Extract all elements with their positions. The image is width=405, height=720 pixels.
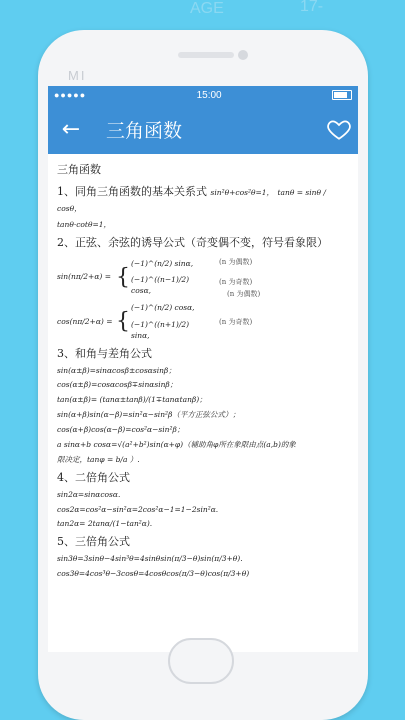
formula: sin3θ=3sinθ−4sin³θ=4sinθsin(π/3−θ)sin(π/3+θ).: [57, 554, 243, 564]
section-title: 2、正弦、余弦的诱导公式（奇变偶不变，符号看象限）: [57, 235, 328, 249]
formula: cos3θ=4cos³θ−3cosθ=4cosθcos(π/3−θ)cos(π/3+θ): [57, 569, 250, 579]
formula-note: (n 为偶数): [219, 257, 253, 266]
background-decoration: 17-: [300, 0, 324, 15]
home-button[interactable]: [168, 638, 234, 684]
app-bar: [48, 104, 358, 154]
formula: tan2α= 2tanα/(1−tan²α).: [57, 519, 153, 529]
formula: sin(α+β)sin(α−β)=sin²α−sin²β（平方正弦公式）；: [57, 410, 240, 420]
brace: {: [116, 309, 130, 335]
section-title: [57, 184, 349, 216]
article-content: [48, 154, 358, 592]
status-bar: [48, 86, 358, 104]
formula: cos2α=cos²α−sin²α=2cos²α−1=1−2sin²α.: [57, 504, 219, 514]
heart-outline-icon[interactable]: [326, 116, 352, 142]
app-screen: [48, 86, 358, 652]
formula: sin(α±β)=sinαcosβ±cosαsinβ；: [57, 365, 176, 375]
arrow-left-icon: ←: [61, 116, 81, 142]
formula-cases: [131, 303, 201, 342]
back-button[interactable]: [48, 117, 94, 142]
formula: tanθ·cotθ=1，: [57, 219, 112, 229]
formula: tan(α±β)= (tanα±tanβ)/(1∓tanαtanβ)；: [57, 395, 207, 405]
section-title: 4、二倍角公式: [57, 470, 130, 484]
brace: {: [116, 264, 130, 290]
formula-note: (n 为偶数): [227, 289, 261, 298]
formula: (−1)^((n−1)/2) cosα,: [131, 275, 190, 296]
formula-note: (n 为奇数): [219, 318, 253, 327]
formula: a sinα+b cosα=√(a²+b²)sin(α+φ)（辅助角φ所在象限由点(a,b)的象: [57, 439, 296, 449]
section-title: 5、三倍角公式: [57, 535, 130, 549]
formula: sin2α=sinαcosα.: [57, 489, 121, 499]
formula: tanθ = sinθ / cosθ，: [57, 187, 326, 213]
formula-note: (n 为奇数): [219, 277, 253, 286]
signal-indicator: ●●●●●: [54, 90, 87, 100]
status-time: 15:00: [196, 89, 222, 101]
section-title: 3、和角与差角公式: [57, 346, 152, 360]
phone-brand-logo: MI: [68, 68, 87, 83]
formula-block: [57, 303, 349, 342]
formula: 限决定，tanφ = b/a ）.: [57, 454, 140, 464]
formula: cos(α±β)=cosαcosβ∓sinαsinβ；: [57, 380, 178, 390]
phone-speaker: [178, 52, 234, 58]
formula-block: [57, 257, 349, 299]
formula: (−1)^(n/2) cosα,: [131, 303, 195, 313]
section-title-text: 1、同角三角函数的基本关系式: [57, 184, 207, 198]
formula: cos(α+β)cos(α−β)=cos²α−sin²β；: [57, 425, 185, 435]
formula: cos(nπ/2+α) =: [57, 316, 113, 326]
formula: sin(nπ/2+α) =: [57, 272, 112, 282]
background-decoration: AGE: [190, 0, 224, 17]
page-title: 三角函数: [106, 119, 183, 142]
phone-frame: [38, 30, 368, 720]
formula: sin²θ+cos²θ=1，: [210, 187, 275, 197]
front-camera: [238, 50, 248, 60]
section-heading: 三角函数: [57, 163, 101, 176]
formula-notes: [219, 257, 260, 299]
formula: (−1)^((n+1)/2) sinα,: [131, 319, 190, 340]
formula-cases: [131, 259, 201, 298]
battery-icon: [332, 90, 352, 100]
formula: (−1)^(n/2) sinα,: [131, 258, 194, 268]
